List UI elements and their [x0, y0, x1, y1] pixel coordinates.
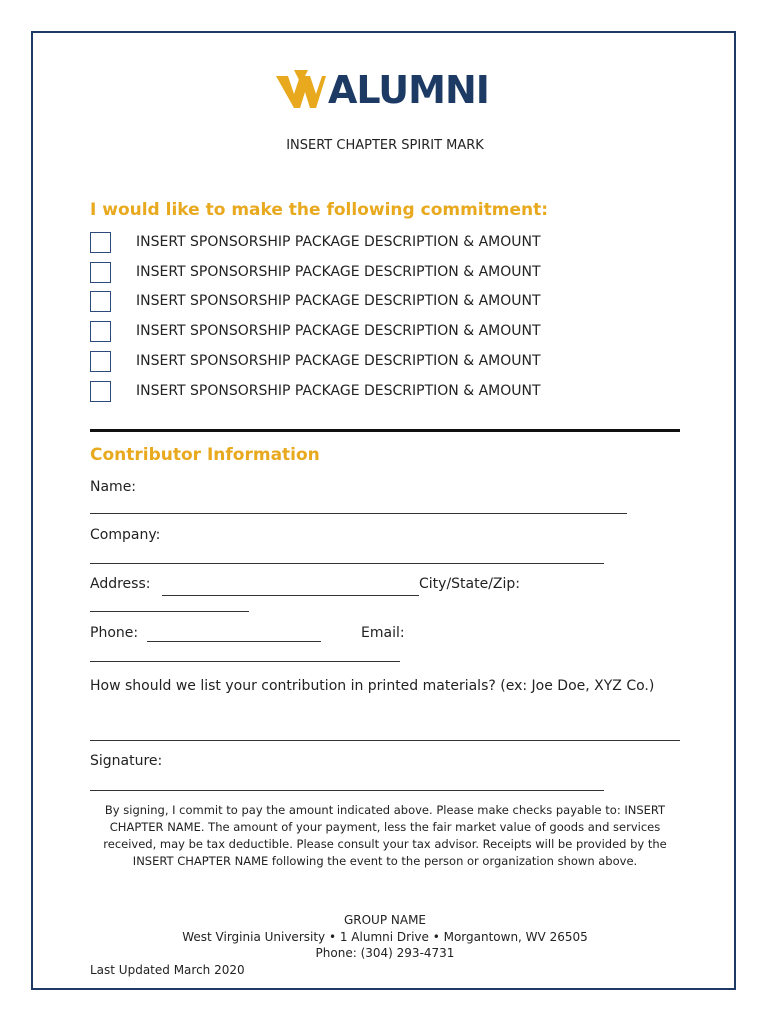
contributor-heading: Contributor Information	[90, 445, 320, 465]
company-field[interactable]	[90, 563, 604, 564]
group-name: GROUP NAME	[343, 913, 427, 927]
disclaimer-text: By signing, I commit to pay the amount indicated above. Please make checks payable to: INSERT CHAPTER NAME. The amount of your payment, less the fair market value of goods and services received, may be tax deductible. Please consult your tax advisor. Receipts will be provided by the INSERT CHAPTER NAME following the event to the person or organization shown above.	[103, 803, 667, 868]
phone-field[interactable]	[147, 641, 321, 642]
package-checkbox[interactable]	[90, 262, 111, 283]
package-label: INSERT SPONSORSHIP PACKAGE DESCRIPTION & AMOUNT	[136, 234, 541, 250]
listing-question: How should we list your contribution in printed materials? (ex: Joe Doe, XYZ Co.)	[90, 678, 655, 694]
package-checkbox[interactable]	[90, 351, 111, 372]
footer-phone: Phone: (304) 293-4731	[315, 946, 455, 960]
company-label: Company:	[90, 527, 161, 543]
package-checkbox[interactable]	[90, 321, 111, 342]
name-label: Name:	[90, 479, 137, 495]
logo-text: ALUMNI	[328, 68, 489, 112]
package-checkbox[interactable]	[90, 232, 111, 253]
package-label: INSERT SPONSORSHIP PACKAGE DESCRIPTION & AMOUNT	[136, 293, 541, 309]
commitment-heading: I would like to make the following commitment:	[90, 200, 549, 220]
listing-field[interactable]	[90, 740, 680, 741]
flying-wv-icon	[276, 70, 326, 114]
spirit-mark-placeholder: INSERT CHAPTER SPIRIT MARK	[286, 138, 484, 153]
address-label: Address:	[90, 576, 151, 592]
package-label: INSERT SPONSORSHIP PACKAGE DESCRIPTION & AMOUNT	[136, 383, 541, 399]
city-state-zip-label: City/State/Zip:	[419, 576, 521, 592]
city-state-zip-field[interactable]	[90, 611, 249, 612]
package-label: INSERT SPONSORSHIP PACKAGE DESCRIPTION & AMOUNT	[136, 323, 541, 339]
wvu-alumni-logo	[276, 68, 489, 114]
name-field[interactable]	[90, 513, 627, 514]
section-divider	[90, 429, 680, 432]
email-field[interactable]	[90, 661, 400, 662]
address-field[interactable]	[162, 595, 419, 596]
signature-field[interactable]	[90, 790, 604, 791]
package-label: INSERT SPONSORSHIP PACKAGE DESCRIPTION & AMOUNT	[136, 264, 541, 280]
footer-address: West Virginia University • 1 Alumni Drive • Morgantown, WV 26505	[182, 930, 588, 944]
package-checkbox[interactable]	[90, 291, 111, 312]
signature-label: Signature:	[90, 753, 163, 769]
email-label: Email:	[361, 625, 405, 641]
package-label: INSERT SPONSORSHIP PACKAGE DESCRIPTION & AMOUNT	[136, 353, 541, 369]
last-updated: Last Updated March 2020	[90, 963, 245, 977]
phone-label: Phone:	[90, 625, 139, 641]
package-checkbox[interactable]	[90, 381, 111, 402]
